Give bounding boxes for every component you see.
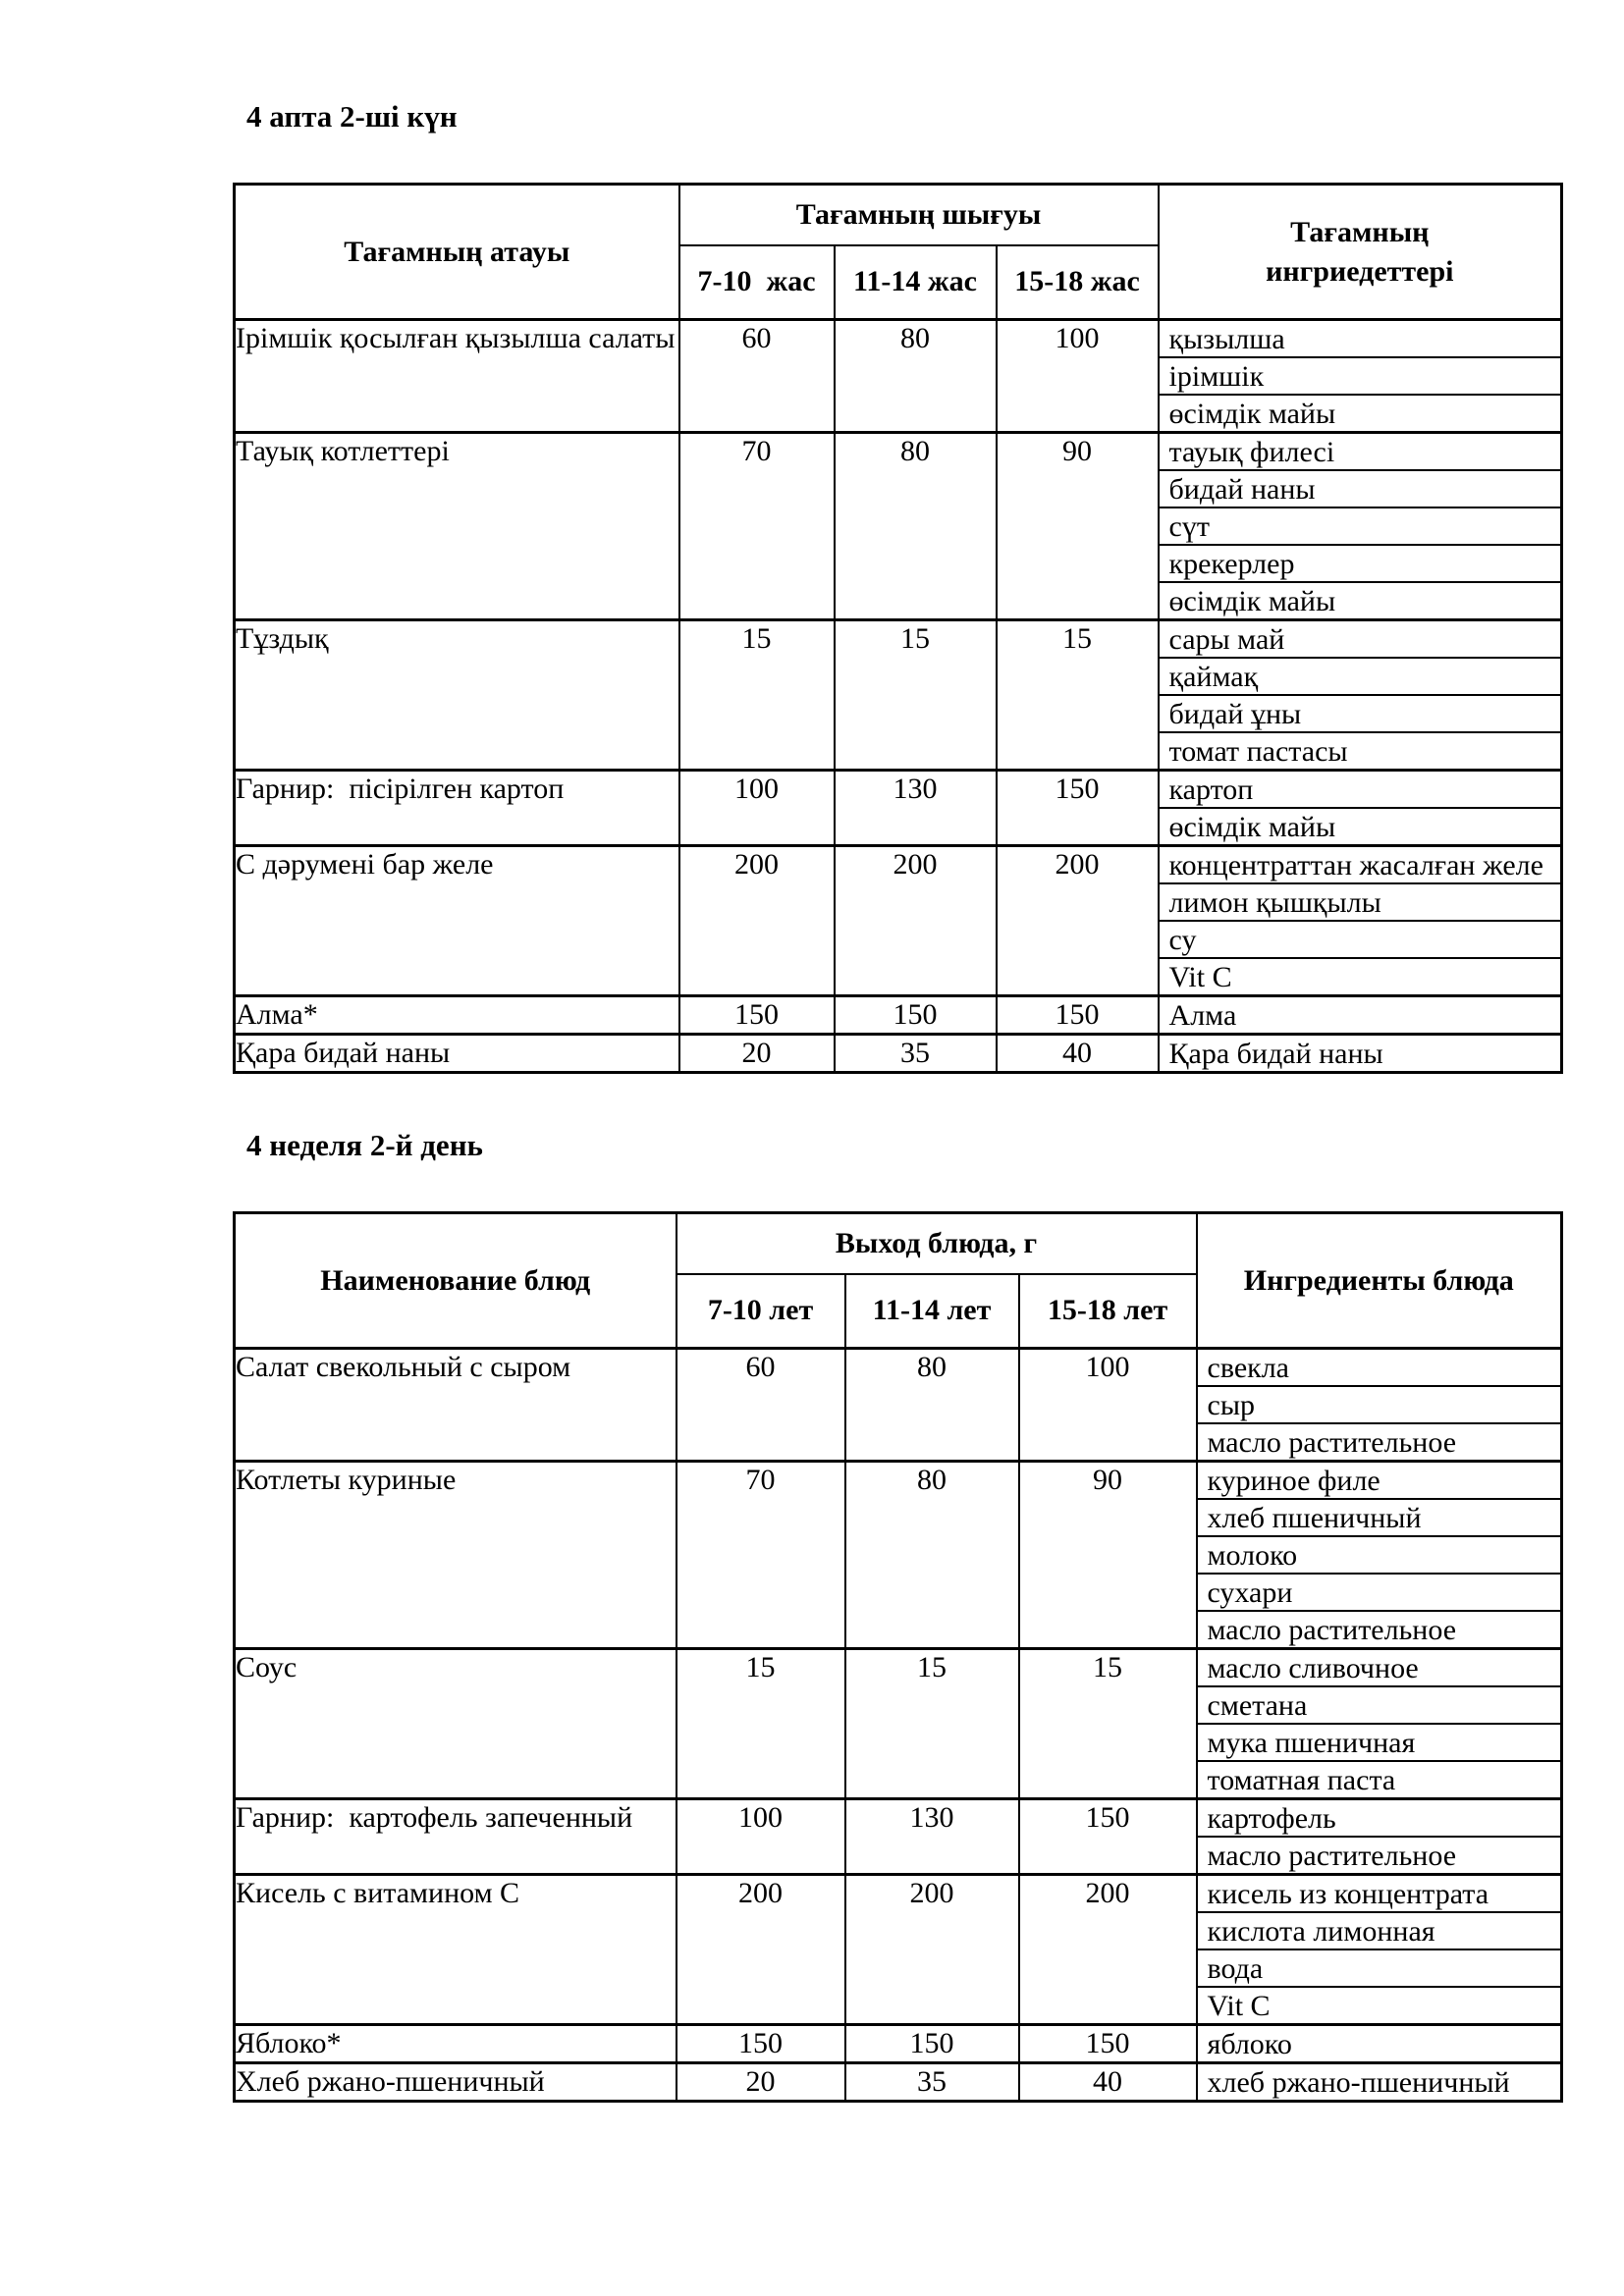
ingredient-item: Vit C <box>1207 1990 1271 2022</box>
dish-name: Алма* <box>235 996 679 1035</box>
ingredient-item: хлеб ржано-пшеничный <box>1207 2066 1510 2099</box>
ingredients-cell <box>1197 1462 1562 1649</box>
portion-11-14: 80 <box>845 1462 1019 1649</box>
col-header-dish-name: Тағамның атауы <box>235 185 679 320</box>
ingredient-item: куриное филе <box>1198 1463 1561 1500</box>
portion-11-14: 130 <box>845 1799 1019 1875</box>
col-header-ingredients-line-1: Ингредиенты блюда <box>1243 1263 1514 1297</box>
ingredients-cell <box>1197 2063 1562 2102</box>
portion-11-14: 200 <box>835 846 997 996</box>
ingredient-item: өсімдік майы <box>1168 585 1336 617</box>
ingredients-cell <box>1197 1649 1562 1799</box>
ingredient-item: томатная паста <box>1207 1764 1396 1796</box>
section-russian <box>233 1127 1565 2103</box>
portion-11-14: 80 <box>835 433 997 620</box>
ingredients-cell <box>1197 1875 1562 2025</box>
portion-7-10: 70 <box>677 1462 845 1649</box>
ingredients-cell <box>1197 2025 1562 2063</box>
dish-row <box>235 846 1562 996</box>
dish-name: Гарнир: пісірілген картоп <box>235 771 679 846</box>
col-header-ingredients-line-1: Тағамның <box>1290 215 1430 248</box>
portion-7-10: 100 <box>679 771 835 846</box>
portion-15-18: 200 <box>1019 1875 1197 2025</box>
dish-name: Гарнир: картофель запеченный <box>235 1799 677 1875</box>
col-header-age-2: 11-14 лет <box>845 1274 1019 1349</box>
section-title-kk: 4 апта 2-ші күн <box>246 99 458 133</box>
ingredient-item: өсімдік майы <box>1168 811 1336 843</box>
dish-row <box>235 1875 1562 2025</box>
ingredient-item: масло растительное <box>1207 1840 1457 1872</box>
dish-row <box>235 1649 1562 1799</box>
dish-name: С дәрумені бар желе <box>235 846 679 996</box>
ingredient-item: концентраттан жасалған желе <box>1160 847 1561 884</box>
portion-15-18: 15 <box>1019 1649 1197 1799</box>
portion-7-10: 15 <box>677 1649 845 1799</box>
dish-row <box>235 620 1562 771</box>
portion-15-18: 90 <box>997 433 1159 620</box>
dish-row <box>235 1799 1562 1875</box>
ingredients-cell <box>1159 1035 1562 1073</box>
portion-11-14: 150 <box>845 2025 1019 2063</box>
portion-11-14: 80 <box>835 320 997 433</box>
portion-11-14: 200 <box>845 1875 1019 2025</box>
ingredient-item: бидай ұны <box>1160 696 1561 733</box>
ingredients-cell <box>1159 620 1562 771</box>
dish-row <box>235 320 1562 433</box>
ingredient-item: Алма <box>1168 999 1237 1032</box>
menu-table-kk-wrapper <box>233 183 1565 1074</box>
portion-11-14: 80 <box>845 1349 1019 1462</box>
table-body-kk <box>235 320 1562 1073</box>
ingredient-item: Қара бидай наны <box>1168 1038 1383 1070</box>
portion-15-18: 100 <box>997 320 1159 433</box>
ingredient-item: картофель <box>1198 1800 1561 1838</box>
ingredient-item: ірімшік <box>1160 358 1561 396</box>
ingredients-cell <box>1159 433 1562 620</box>
dish-name: Тауық котлеттері <box>235 433 679 620</box>
ingredients-cell <box>1159 771 1562 846</box>
dish-row <box>235 1035 1562 1073</box>
ingredient-item: Vit C <box>1168 961 1232 993</box>
dish-row <box>235 433 1562 620</box>
menu-table-ru-wrapper <box>233 1211 1565 2103</box>
col-header-age-3: 15-18 лет <box>1019 1274 1197 1349</box>
dish-row <box>235 996 1562 1035</box>
dish-name: Ірімшік қосылған қызылша салаты <box>235 320 679 433</box>
portion-7-10: 100 <box>677 1799 845 1875</box>
portion-11-14: 150 <box>835 996 997 1035</box>
col-header-ingredients <box>1197 1213 1562 1349</box>
ingredient-item: молоко <box>1198 1537 1561 1575</box>
dish-row <box>235 2063 1562 2102</box>
table-body-ru <box>235 1349 1562 2102</box>
portion-15-18: 40 <box>1019 2063 1197 2102</box>
menu-table-ru <box>233 1211 1563 2103</box>
dish-name: Хлеб ржано-пшеничный <box>235 2063 677 2102</box>
menu-table-kk <box>233 183 1563 1074</box>
ingredients-cell <box>1197 1799 1562 1875</box>
portion-15-18: 15 <box>997 620 1159 771</box>
dish-name: Кисель с витамином С <box>235 1875 677 2025</box>
ingredients-cell <box>1159 996 1562 1035</box>
portion-7-10: 200 <box>677 1875 845 2025</box>
portion-7-10: 60 <box>679 320 835 433</box>
portion-11-14: 15 <box>835 620 997 771</box>
portion-15-18: 150 <box>997 996 1159 1035</box>
ingredient-item: су <box>1160 922 1561 959</box>
ingredient-item: свекла <box>1198 1350 1561 1387</box>
ingredients-cell <box>1159 846 1562 996</box>
dish-row <box>235 2025 1562 2063</box>
dish-name: Соус <box>235 1649 677 1799</box>
dish-name: Қара бидай наны <box>235 1035 679 1073</box>
ingredient-item: крекерлер <box>1160 546 1561 583</box>
portion-15-18: 150 <box>1019 1799 1197 1875</box>
header-row-1 <box>235 185 1562 245</box>
portion-15-18: 150 <box>997 771 1159 846</box>
ingredient-item: бидай наны <box>1160 471 1561 508</box>
ingredient-item: кислота лимонная <box>1198 1913 1561 1950</box>
portion-11-14: 15 <box>845 1649 1019 1799</box>
portion-15-18: 200 <box>997 846 1159 996</box>
ingredient-item: масло растительное <box>1207 1426 1457 1459</box>
ingredient-item: өсімдік майы <box>1168 398 1336 430</box>
col-header-ingredients-line-2: ингриедеттері <box>1266 254 1454 288</box>
dish-name: Котлеты куриные <box>235 1462 677 1649</box>
portion-7-10: 150 <box>677 2025 845 2063</box>
col-header-age-1: 7-10 лет <box>677 1274 845 1349</box>
col-header-age-2: 11-14 жас <box>835 245 997 320</box>
ingredient-item: кисель из концентрата <box>1198 1876 1561 1913</box>
col-header-ingredients <box>1159 185 1562 320</box>
portion-11-14: 130 <box>835 771 997 846</box>
portion-11-14: 35 <box>845 2063 1019 2102</box>
header-row-1 <box>235 1213 1562 1274</box>
col-header-output-group: Тағамның шығуы <box>679 185 1159 245</box>
ingredients-cell <box>1159 320 1562 433</box>
ingredient-item: томат пастасы <box>1168 735 1348 768</box>
portion-7-10: 20 <box>679 1035 835 1073</box>
ingredient-item: вода <box>1198 1950 1561 1988</box>
ingredient-item: сухари <box>1198 1575 1561 1612</box>
portion-15-18: 90 <box>1019 1462 1197 1649</box>
col-header-age-3: 15-18 жас <box>997 245 1159 320</box>
ingredient-item: мука пшеничная <box>1198 1725 1561 1762</box>
ingredient-item: хлеб пшеничный <box>1198 1500 1561 1537</box>
ingredient-item: яблоко <box>1207 2028 1292 2060</box>
ingredient-item: қызылша <box>1160 321 1561 358</box>
ingredient-item: лимон қышқылы <box>1160 884 1561 922</box>
portion-15-18: 100 <box>1019 1349 1197 1462</box>
portion-7-10: 20 <box>677 2063 845 2102</box>
portion-7-10: 150 <box>679 996 835 1035</box>
portion-7-10: 60 <box>677 1349 845 1462</box>
section-title-ru: 4 неделя 2-й день <box>246 1128 483 1162</box>
ingredient-item: қаймақ <box>1160 659 1561 696</box>
dish-row <box>235 1349 1562 1462</box>
ingredient-item: сыр <box>1198 1387 1561 1424</box>
dish-name: Салат свекольный с сыром <box>235 1349 677 1462</box>
ingredient-item: сүт <box>1160 508 1561 546</box>
section-kazakh <box>233 98 1565 1074</box>
portion-7-10: 15 <box>679 620 835 771</box>
col-header-dish-name: Наименование блюд <box>235 1213 677 1349</box>
dish-row <box>235 771 1562 846</box>
dish-row <box>235 1462 1562 1649</box>
portion-15-18: 40 <box>997 1035 1159 1073</box>
dish-name: Тұздық <box>235 620 679 771</box>
col-header-age-1: 7-10 жас <box>679 245 835 320</box>
table-head-ru <box>235 1213 1562 1349</box>
ingredient-item: сары май <box>1160 621 1561 659</box>
ingredient-item: масло растительное <box>1207 1614 1457 1646</box>
ingredient-item: тауық филесі <box>1160 434 1561 471</box>
portion-11-14: 35 <box>835 1035 997 1073</box>
col-header-output-group: Выход блюда, г <box>677 1213 1197 1274</box>
table-head-kk <box>235 185 1562 320</box>
dish-name: Яблоко* <box>235 2025 677 2063</box>
ingredient-item: масло сливочное <box>1198 1650 1561 1687</box>
ingredients-cell <box>1197 1349 1562 1462</box>
portion-7-10: 70 <box>679 433 835 620</box>
ingredient-item: картоп <box>1160 772 1561 809</box>
ingredient-item: сметана <box>1198 1687 1561 1725</box>
portion-7-10: 200 <box>679 846 835 996</box>
portion-15-18: 150 <box>1019 2025 1197 2063</box>
